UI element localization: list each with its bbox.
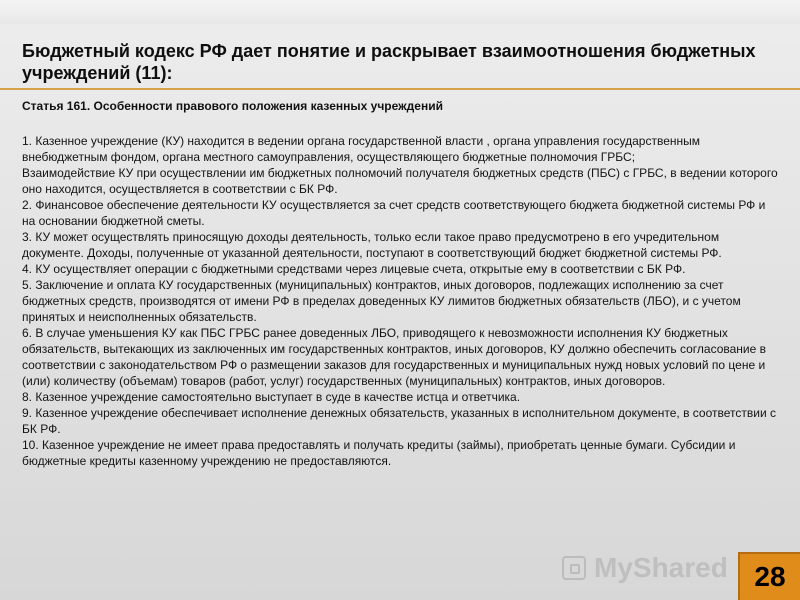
article-body: [22, 133, 780, 469]
watermark: [562, 552, 742, 583]
article-subtitle: Статья 161. Особенности правового положения казенных учреждений: [22, 99, 443, 113]
page-number-badge: [738, 552, 800, 600]
paragraph-6: 5. Заключение и оплата КУ государственных (муниципальных) контрактов, иных договоров, подлежащих исполнению за счет бюджетных средств, производятся от имени РФ в пределах доведенных КУ лимитов бюджетных обязательств (ЛБО), и с учетом принятых и неисполненных обязательств.: [22, 278, 741, 324]
title-divider: [0, 88, 800, 90]
paragraph-9: 9. Казенное учреждение обеспечивает исполнение денежных обязательств, указанных в исполнительном документе, в соответствии с БК РФ.: [22, 406, 776, 436]
paragraph-2: Взаимодействие КУ при осуществлении им бюджетных полномочий получателя бюджетных средств (ПБС) с ГРБС, в ведении которого оно находится, осуществляется в соответствии с БК РФ.: [22, 166, 778, 196]
paragraph-5: 4. КУ осуществляет операции с бюджетными средствами через лицевые счета, открытые ему в соответствии с БК РФ.: [22, 262, 686, 276]
slide-title: Бюджетный кодекс РФ дает понятие и раскрывает взаимоотношения бюджетных учреждений (11):: [22, 41, 756, 83]
paragraph-7: 6. В случае уменьшения КУ как ПБС ГРБС ранее доведенных ЛБО, приводящего к невозможности исполнения КУ бюджетных обязательств, вытекающих из заключенных им государственных контрактов, иных договоров, КУ должно обеспечить согласование в соответствии с законодательством РФ о размещении заказов для государственных и муниципальных нужд новых условий по цене и (или) количеству (объемам) товаров (работ, услуг) государственных (муниципальных) контрактов, иных договоров.: [22, 326, 767, 388]
paragraph-10: 10. Казенное учреждение не имеет права предоставлять и получать кредиты (займы), приобретать ценные бумаги. Субсидии и бюджетные кредиты казенному учреждению не предоставляются.: [22, 438, 736, 468]
paragraph-3: 2. Финансовое обеспечение деятельности КУ осуществляется за счет средств соответствующего бюджета бюджетной системы РФ и на основании бюджетной сметы.: [22, 198, 766, 228]
paragraph-4: 3. КУ может осуществлять приносящую доходы деятельность, только если такое право предусмотрено в его учредительном документе. Доходы, полученные от указанной деятельности, поступают в соответствующий бюджет бюджетной системы РФ.: [22, 230, 722, 260]
myshared-logo-icon: [562, 556, 586, 580]
paragraph-8: 8. Казенное учреждение самостоятельно выступает в суде в качестве истца и ответчика.: [22, 390, 521, 404]
paragraph-1: 1. Казенное учреждение (КУ) находится в ведении органа государственной власти , органа управления государственным внебюджетным фондом, органа местного самоуправления, осуществляющего бюджетные полномочия ГРБС;: [22, 134, 700, 164]
watermark-text: MyShared: [594, 552, 728, 583]
top-band: [0, 0, 800, 24]
page-number: 28: [754, 561, 786, 592]
